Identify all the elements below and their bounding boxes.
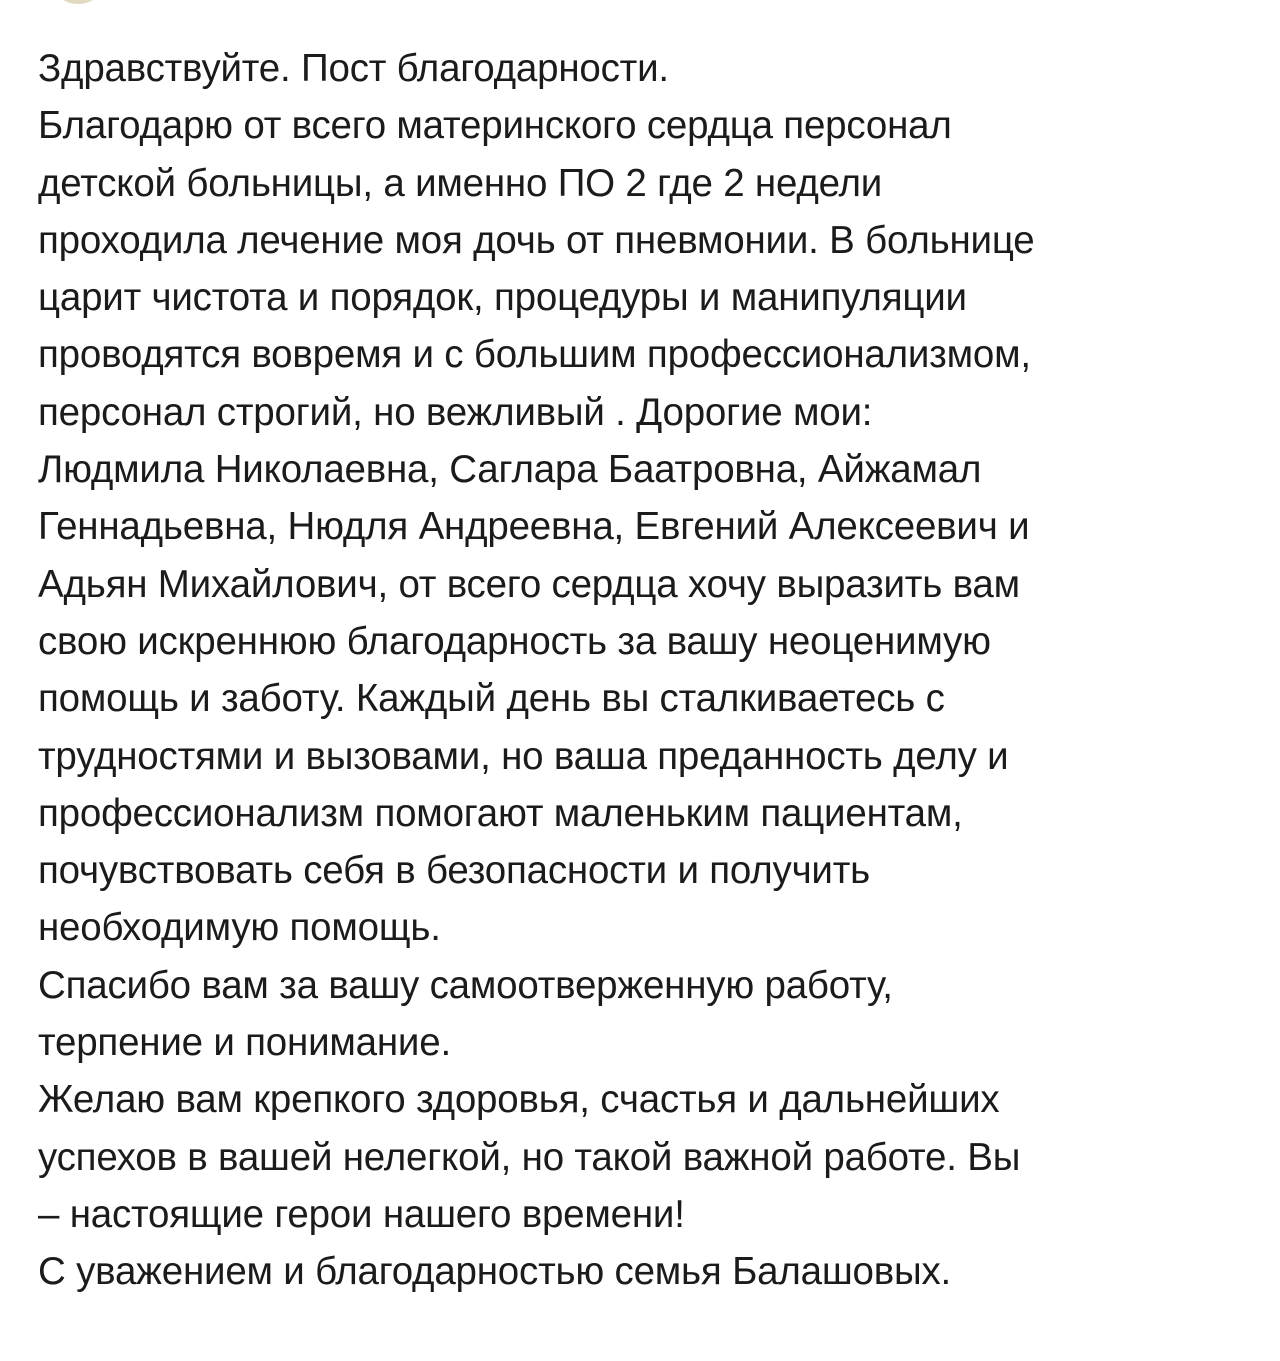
post-line: терпение и понимание.	[38, 1021, 451, 1065]
post-text	[38, 40, 1270, 1301]
post-line: помощь и заботу. Каждый день вы сталкиваетесь с	[38, 677, 945, 721]
post-line: необходимую помощь.	[38, 906, 441, 950]
post-line: Геннадьевна, Нюдля Андреевна, Евгений Алексеевич и	[38, 505, 1030, 549]
post-line: свою искреннюю благодарность за вашу неоценимую	[38, 619, 991, 663]
post-line: Благодарю от всего материнского сердца персонал	[38, 104, 952, 148]
post-line: Здравствуйте. Пост благодарности.	[38, 47, 669, 90]
post-line: Спасибо вам за вашу самоотверженную работу,	[38, 963, 893, 1007]
post-line: С уважением и благодарностью семья Балашовых.	[38, 1250, 951, 1294]
post-line: персонал строгий, но вежливый . Дорогие мои:	[38, 390, 873, 434]
post-line: профессионализм помогают маленьким пациентам,	[38, 791, 963, 835]
post-line: проводятся вовремя и с большим профессионализмом,	[38, 333, 1031, 377]
post-line: успехов в вашей нелегкой, но такой важной работе. Вы	[38, 1135, 1021, 1179]
avatar[interactable]	[48, 0, 108, 4]
post-line: почувствовать себя в безопасности и получить	[38, 849, 871, 893]
post-line: проходила лечение моя дочь от пневмонии. В больнице	[38, 218, 1035, 262]
post-line: Людмила Николаевна, Саглара Баатровна, Айжамал	[38, 448, 982, 492]
post-line: детской больницы, а именно ПО 2 где 2 недели	[38, 161, 883, 205]
post-line: Адьян Михайлович, от всего сердца хочу выразить вам	[38, 562, 1020, 606]
post-line: трудностями и вызовами, но ваша преданность делу и	[38, 734, 1009, 778]
post-line: Желаю вам крепкого здоровья, счастья и дальнейших	[38, 1078, 1000, 1122]
post-line: – настоящие герои нашего времени!	[38, 1192, 685, 1236]
post-line: царит чистота и порядок, процедуры и манипуляции	[38, 276, 967, 320]
